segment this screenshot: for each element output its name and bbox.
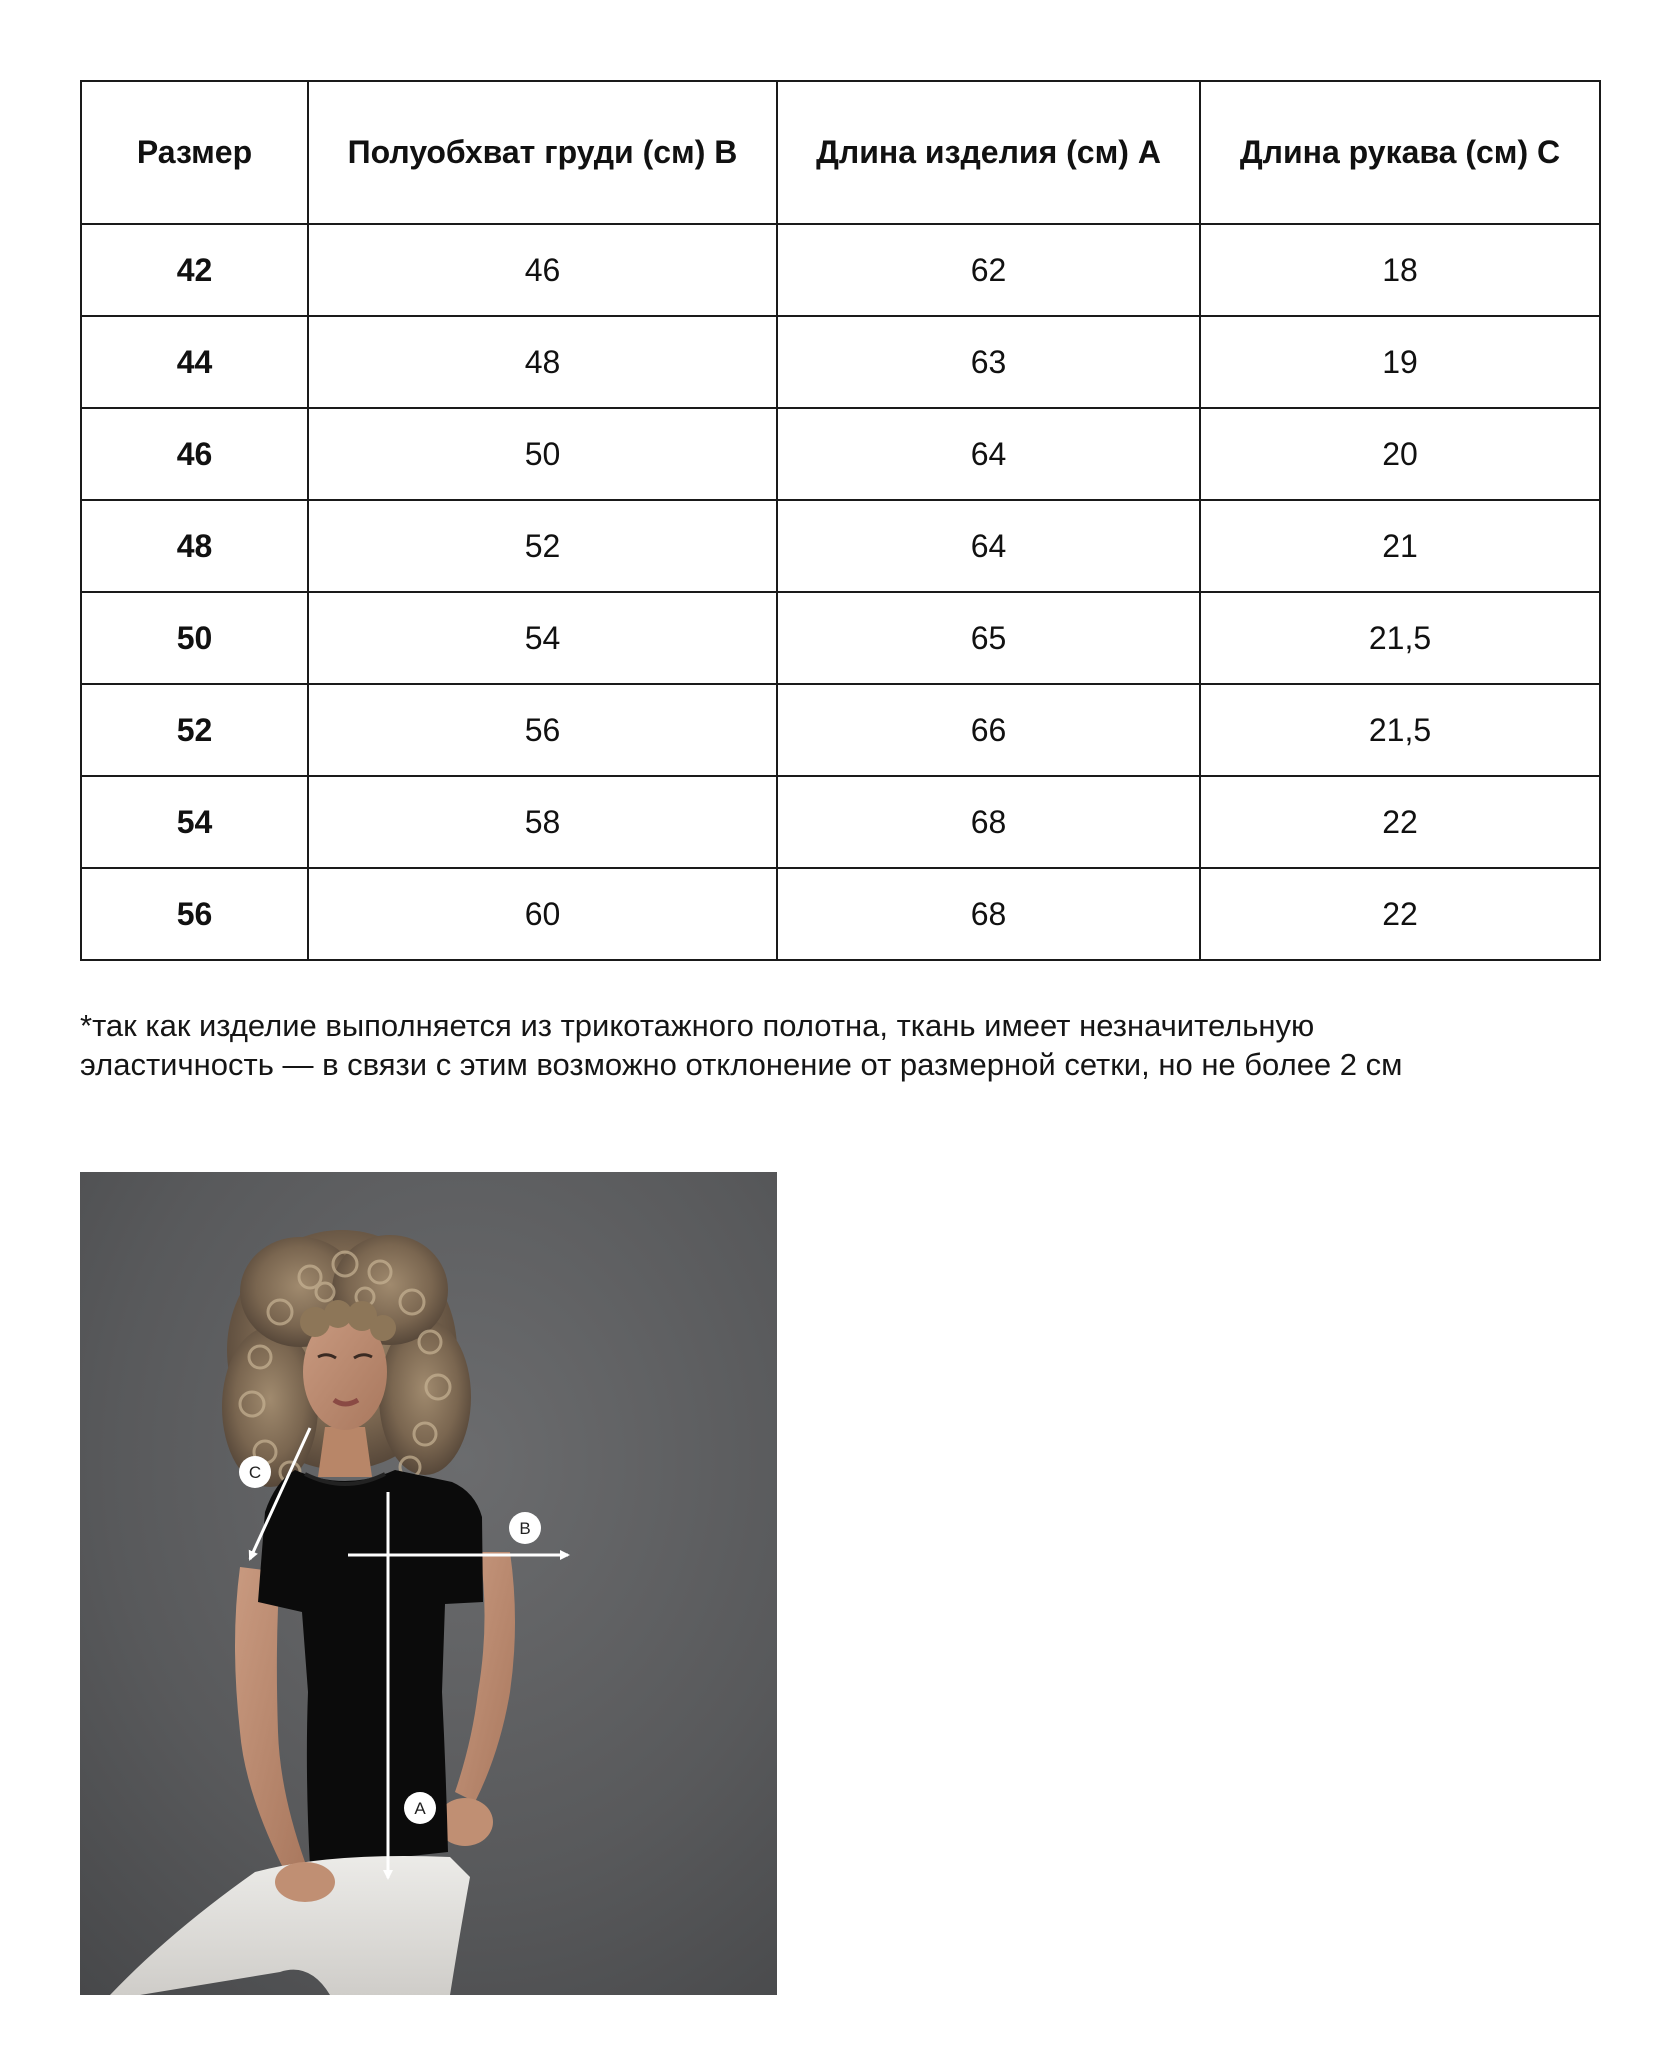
size-value: 44 xyxy=(81,316,308,408)
length-marker xyxy=(404,1792,436,1824)
chest-value: 50 xyxy=(308,408,777,500)
chest-value: 48 xyxy=(308,316,777,408)
header-size: Размер xyxy=(81,81,308,224)
table-row xyxy=(81,316,1600,408)
size-value: 46 xyxy=(81,408,308,500)
sleeve-value: 19 xyxy=(1200,316,1600,408)
sleeve-value: 21,5 xyxy=(1200,592,1600,684)
table-row xyxy=(81,500,1600,592)
neck xyxy=(318,1427,372,1477)
table-row xyxy=(81,224,1600,316)
chest-value: 58 xyxy=(308,776,777,868)
sleeve-marker-label: C xyxy=(248,1463,262,1482)
size-value: 48 xyxy=(81,500,308,592)
length-value: 65 xyxy=(777,592,1200,684)
size-value: 52 xyxy=(81,684,308,776)
note-line-1: *так как изделие выполняется из трикотажного полотна, ткань имеет незначительную xyxy=(80,1008,1315,1043)
length-marker-label: A xyxy=(414,1799,426,1818)
chest-value: 60 xyxy=(308,868,777,960)
chest-value: 52 xyxy=(308,500,777,592)
length-value: 64 xyxy=(777,408,1200,500)
length-value: 63 xyxy=(777,316,1200,408)
sleeve-marker xyxy=(239,1456,271,1488)
size-table xyxy=(80,80,1601,961)
length-value: 64 xyxy=(777,500,1200,592)
table-row xyxy=(81,592,1600,684)
sleeve-value: 21 xyxy=(1200,500,1600,592)
table-row xyxy=(81,684,1600,776)
model-photo xyxy=(80,1172,777,1995)
table-row xyxy=(81,868,1600,960)
size-value: 54 xyxy=(81,776,308,868)
table-row xyxy=(81,408,1600,500)
size-value: 42 xyxy=(81,224,308,316)
sleeve-value: 18 xyxy=(1200,224,1600,316)
chest-marker xyxy=(509,1512,541,1544)
header-sleeve: Длина рукава (см) C xyxy=(1200,81,1600,224)
chest-value: 54 xyxy=(308,592,777,684)
sleeve-value: 21,5 xyxy=(1200,684,1600,776)
table-row xyxy=(81,776,1600,868)
elasticity-note xyxy=(80,1006,1620,1084)
length-value: 62 xyxy=(777,224,1200,316)
chest-marker-label: B xyxy=(519,1519,531,1538)
size-value: 56 xyxy=(81,868,308,960)
length-value: 68 xyxy=(777,776,1200,868)
size-value: 50 xyxy=(81,592,308,684)
sleeve-value: 22 xyxy=(1200,776,1600,868)
note-line-2: эластичность — в связи с этим возможно отклонение от размерной сетки, но не более 2 см xyxy=(80,1047,1403,1082)
sleeve-value: 20 xyxy=(1200,408,1600,500)
table-header-row xyxy=(81,81,1600,224)
chest-value: 56 xyxy=(308,684,777,776)
sleeve-value: 22 xyxy=(1200,868,1600,960)
left-hand xyxy=(275,1862,335,1902)
length-value: 68 xyxy=(777,868,1200,960)
chest-value: 46 xyxy=(308,224,777,316)
header-chest: Полуобхват груди (см) B xyxy=(308,81,777,224)
header-length: Длина изделия (см) A xyxy=(777,81,1200,224)
length-value: 66 xyxy=(777,684,1200,776)
